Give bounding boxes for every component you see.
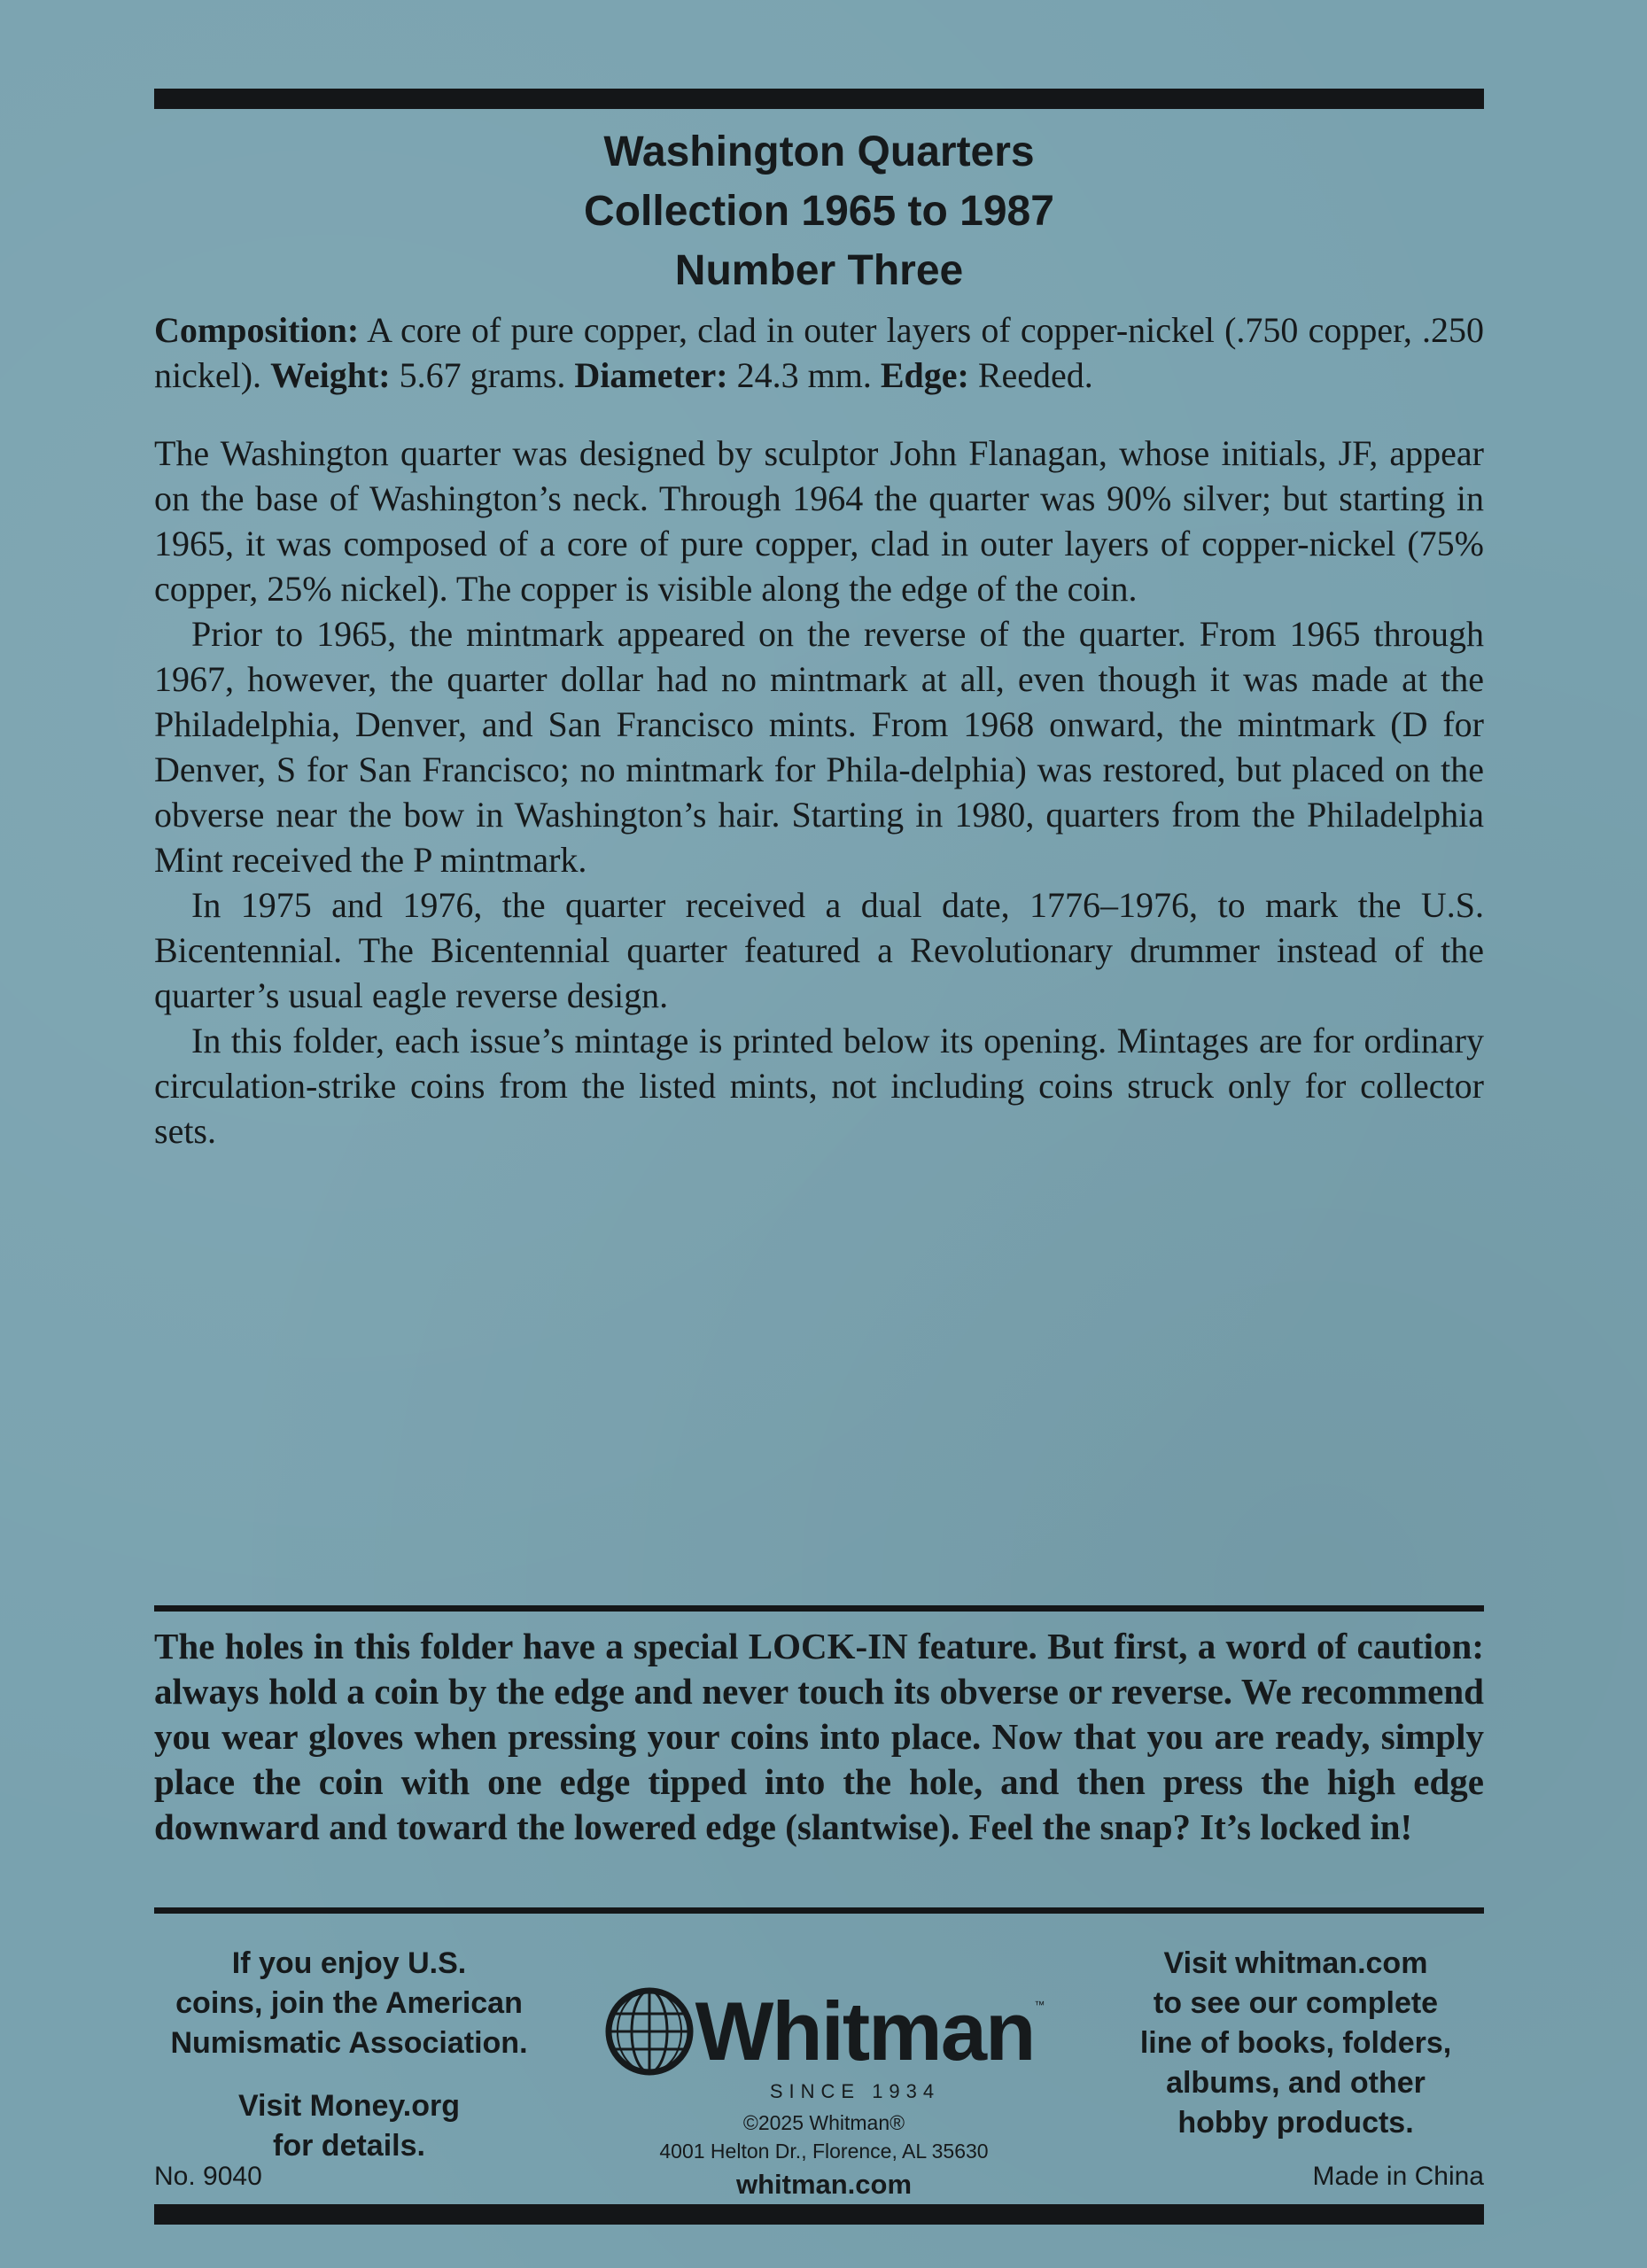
composition-value: A core of pure copper, clad in outer layers of copper-nickel (.750 copper, .250 nickel). [154,310,1484,395]
globe-icon [603,1985,695,2078]
whitman-wordmark: Whitman [695,1984,1035,2078]
ana-line-5: for details. [273,2129,425,2163]
history-paragraph: The Washington quarter was designed by sculptor John Flanagan, whose initials, JF, appear on the base of Washington’s neck. Through 1964 the quarter was 90% silver; but starting in 1965, it was composed of a core of pure copper, clad in outer layers of copper-nickel (75% copper, 25% nickel). The copper is visible along the edge of the coin. [154,433,1484,609]
diameter-value: 24.3 mm. [736,355,872,395]
ana-line-2: coins, join the American [175,1986,523,2020]
copyright: ©2025 Whitman® [742,2111,905,2134]
lockin-top-rule [154,1605,1484,1612]
ana-line-4: Visit Money.org [237,2089,460,2123]
title-line-2: Collection 1965 to 1987 [584,188,1054,235]
diameter-label: Diameter: [574,355,728,395]
lockin-instructions: The holes in this folder have a special LOCK-IN feature. But first, a word of caution: always hold a coin by the edge and never touch its obverse or reverse. We recommend you wear gloves when pressing your coins into place. Now that you are ready, simply place the coin with one edge tipped into the hole, and then press the high edge downward and toward the lowered edge (slantwise). Feel the snap? It’s locked in! [154,1626,1484,1847]
since-1934: SINCE 1934 [769,2080,941,2102]
title-line-1: Washington Quarters [603,128,1035,175]
promo-line-4: albums, and other [1166,2066,1426,2100]
weight-value: 5.67 grams. [399,355,566,395]
trademark-symbol: ™ [1034,1999,1045,2011]
weight-label: Weight: [270,355,391,395]
ana-line-1: If you enjoy U.S. [231,1946,467,1980]
promo-line-1: Visit whitman.com [1163,1946,1428,1980]
ana-promo [154,1944,544,2166]
lockin-bottom-rule [154,1907,1484,1914]
promo-line-5: hobby products. [1177,2106,1414,2140]
whitman-url: whitman.com [735,2169,913,2200]
whitman-logo [585,1983,1063,2080]
whitman-promo [1107,1944,1484,2143]
item-number: No. 9040 [154,2162,262,2191]
bottom-rule [154,2204,1484,2225]
promo-line-2: to see our complete [1153,1986,1439,2020]
composition-label: Composition: [154,310,360,350]
title-line-3: Number Three [674,247,964,294]
top-rule [154,89,1484,109]
made-in-label: Made in China [1312,2162,1484,2191]
address: 4001 Helton Dr., Florence, AL 35630 [659,2140,989,2163]
promo-line-3: line of books, folders, [1139,2026,1452,2060]
edge-value: Reeded. [977,355,1093,395]
whitman-logo-block [585,1983,1063,2202]
bicentennial-paragraph: In 1975 and 1976, the quarter received a dual date, 1776–1976, to mark the U.S. Bicentennial. The Bicentennial quarter featured a Revolutionary drummer instead of the quarter’s usual eagle reverse design. [154,885,1484,1015]
mintmark-paragraph: Prior to 1965, the mintmark appeared on the reverse of the quarter. From 1965 through 1967, however, the quarter dollar had no mintmark at all, even though it was made at the Philadelphia, Denver, and San Francisco mints. From 1968 onward, the mintmark (D for Denver, S for San Francisco; no mintmark for Phila-delphia) was restored, but placed on the obverse near the bow in Washington’s hair. Starting in 1980, quarters from the Philadelphia Mint received the P mintmark. [154,614,1484,880]
edge-label: Edge: [880,355,969,395]
ana-line-3: Numismatic Association. [170,2026,528,2060]
mintage-paragraph: In this folder, each issue’s mintage is printed below its opening. Mintages are for ordinary circulation-strike coins from the listed mints, not including coins struck only for collector sets. [154,1021,1484,1151]
history-text [154,431,1484,1153]
specifications [154,307,1484,398]
page-title [154,122,1484,300]
